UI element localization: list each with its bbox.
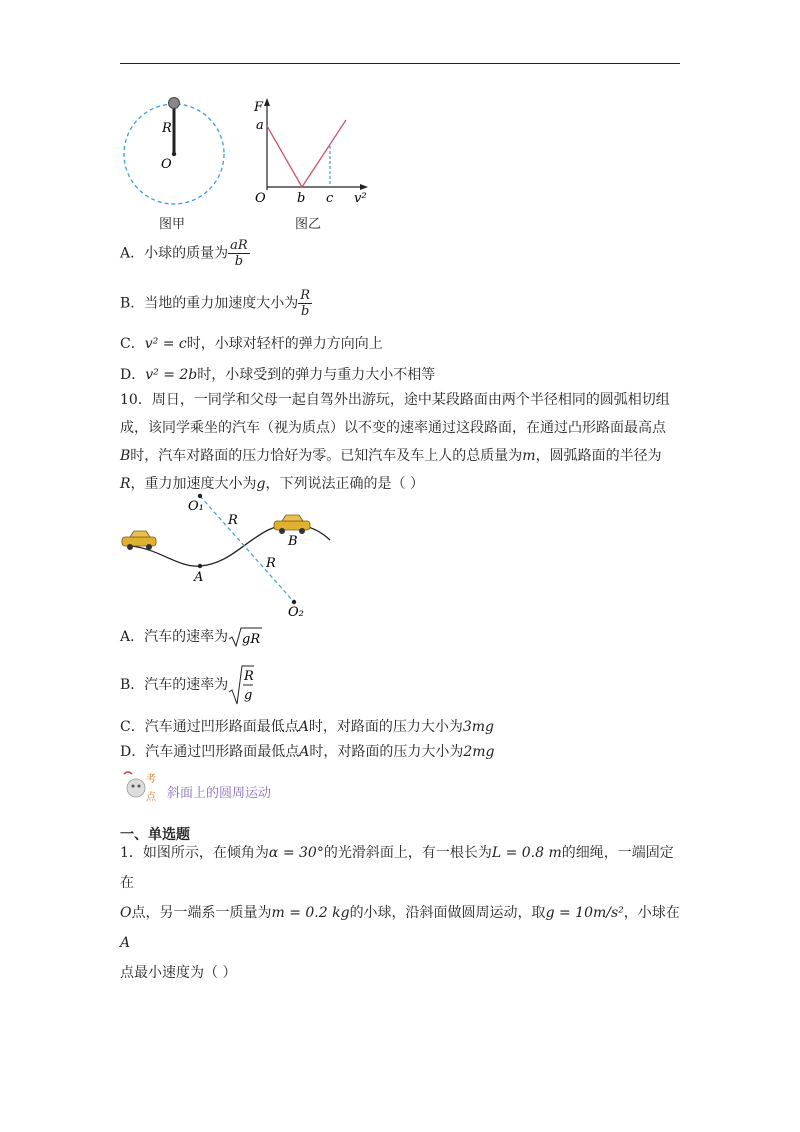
- svg-text:g: g: [244, 688, 253, 703]
- q10-stem: 10．周日，一同学和父母一起自驾外出游玩，途中某段路面由两个半径相同的圆弧相切组 成，该同学乘坐的汽车（视为质点）以不变的速率通过这段路面，在通过凸形路面最高点 B时，汽车对路面的压力恰好为零。已知汽车及车上人的总质量为m，圆弧路面的半径为 R，重力加速度大小为g，下列说法正确的是（ ）: [120, 392, 670, 492]
- caption-jia: 图甲: [159, 217, 186, 232]
- svg-text:gR: gR: [242, 632, 261, 647]
- kaodian-title: 斜面上的圆周运动: [167, 786, 272, 801]
- center-O2: [292, 600, 296, 604]
- label-O1: O₁: [188, 499, 204, 514]
- origin-label: O: [255, 191, 266, 206]
- tick-label-c: c: [326, 191, 334, 206]
- radius-line: [200, 496, 294, 602]
- svg-text:考: 考: [146, 774, 156, 785]
- center-point-O: [172, 152, 176, 156]
- q10-option-c: C．汽车通过凹形路面最低点A时，对路面的压力大小为3mg: [120, 719, 494, 735]
- caption-yi: 图乙: [295, 217, 322, 232]
- tick-label-b: b: [297, 191, 306, 206]
- label-R-lower: R: [266, 556, 276, 571]
- q9-option-d: D．v² = 2b时，小球受到的弹力与重力大小不相等: [120, 367, 436, 383]
- svg-text:点: 点: [146, 792, 156, 803]
- svg-text:R: R: [244, 669, 255, 684]
- y-axis-arrow: [264, 98, 270, 106]
- figure-road: [118, 488, 338, 618]
- q1-stem: 1．如图所示，在倾角为α = 30°的光滑斜面上，有一根长为L = 0.8 m的细绳，一端固定在 O点，另一端系一质量为m = 0.2 kg的小球，沿斜面做圆周运动，取g = 10m/s²，小球在A 点最小速度为（ ）: [120, 845, 680, 981]
- label-B: B: [288, 534, 298, 549]
- header-rule: [120, 63, 680, 64]
- sqrt-sign-frac: [228, 664, 254, 706]
- F-v2-graph-line: [267, 120, 346, 187]
- label-R-upper: R: [228, 513, 238, 528]
- axis-label-F: F: [254, 100, 264, 115]
- section-title: 一、单选题: [120, 827, 190, 843]
- label-O: O: [161, 157, 172, 172]
- q9-option-b: B．当地的重力加速度大小为 $\frac{R}{b}$: [120, 288, 311, 319]
- label-R: R: [162, 121, 172, 136]
- ball: [169, 98, 180, 109]
- q9-option-c: C．v² = c时，小球对轻杆的弹力方向向上: [120, 336, 383, 352]
- q10-option-d: D．汽车通过凹形路面最低点A时，对路面的压力大小为2mg: [120, 744, 495, 760]
- point-A: [198, 564, 202, 568]
- sqrt-sign: [228, 626, 262, 648]
- label-A: A: [194, 570, 204, 585]
- kaodian-badge-icon: [118, 766, 166, 806]
- figure-yi: [250, 96, 375, 208]
- x-axis-arrow: [360, 184, 368, 190]
- center-O1: [198, 494, 202, 498]
- q10-option-a: A．汽车的速率为 gR: [120, 626, 262, 648]
- axis-label-v2: v²: [354, 191, 367, 206]
- car-right: [274, 515, 310, 534]
- label-O2: O₂: [288, 605, 304, 618]
- q9-option-a: A．小球的质量为 $\frac{aR}{b}$: [120, 238, 248, 269]
- figure-jia: [118, 92, 238, 212]
- tick-label-a: a: [256, 118, 264, 133]
- q10-option-b: B．汽车的速率为 R g: [120, 664, 254, 706]
